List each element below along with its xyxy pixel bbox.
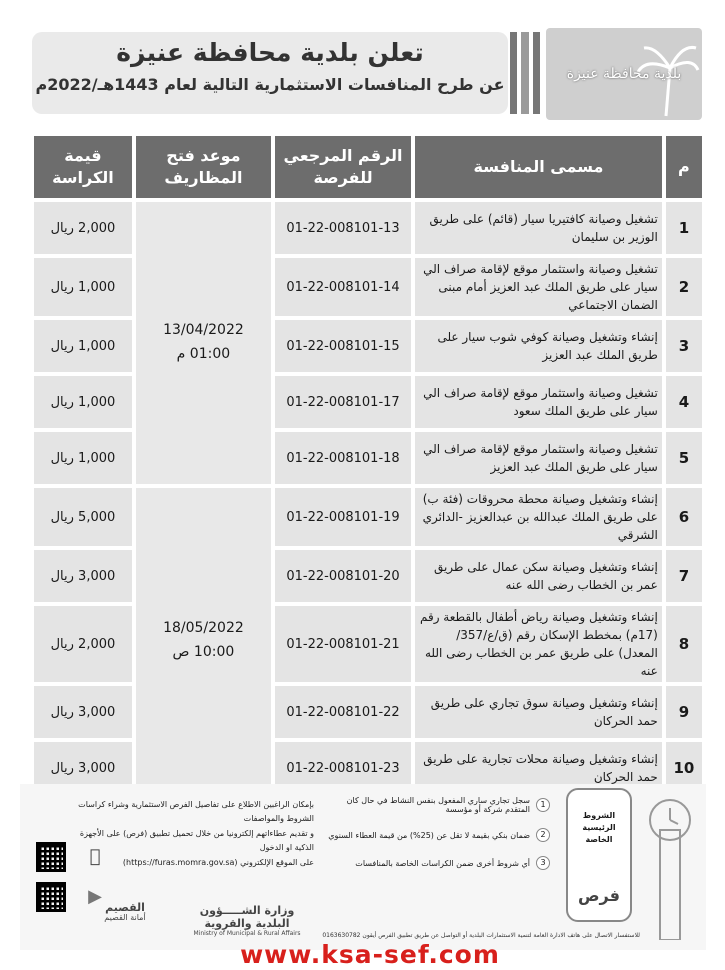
emblem-name: القصيم bbox=[105, 901, 145, 914]
google-play-icon[interactable]: ▶ bbox=[88, 886, 102, 907]
qassim-emblem bbox=[100, 902, 150, 923]
table-row bbox=[34, 686, 702, 738]
row-number: 10 bbox=[666, 742, 702, 794]
clock-tower-icon bbox=[642, 790, 698, 940]
row-number: 5 bbox=[666, 432, 702, 484]
reference-number: 01-22-008101-15 bbox=[275, 320, 411, 372]
apple-store-icon[interactable] bbox=[84, 846, 106, 868]
tender-name: إنشاء وتشغيل وصيانة سكن عمال على طريق عمر بن الخطاب رضى الله عنه bbox=[415, 550, 662, 602]
qr-code-ios[interactable] bbox=[36, 842, 66, 872]
header-price: قيمة الكراسة bbox=[34, 136, 132, 198]
reference-number: 01-22-008101-20 bbox=[275, 550, 411, 602]
header bbox=[20, 22, 706, 122]
table-row bbox=[34, 606, 702, 682]
row-number: 6 bbox=[666, 488, 702, 546]
row-number: 1 bbox=[666, 202, 702, 254]
info-line-1: بإمكان الراغبين الاطلاع على تفاصيل الفرص الاستثمارية وشراء كراسات الشروط والمواصفات bbox=[78, 800, 314, 824]
price: 3,000 ريال bbox=[34, 742, 132, 794]
ministry-logo bbox=[192, 904, 302, 938]
table-row bbox=[34, 488, 702, 546]
table-header-row bbox=[34, 136, 702, 198]
tender-name: تشغيل وصيانة واستثمار موقع لإقامة صراف الي سيار على طريق الملك عبد العزيز أمام مبنى الضمان الاجتماعي bbox=[415, 258, 662, 316]
row-number: 7 bbox=[666, 550, 702, 602]
reference-number: 01-22-008101-19 bbox=[275, 488, 411, 546]
table-row bbox=[34, 320, 702, 372]
qr-code-android[interactable] bbox=[36, 882, 66, 912]
price: 2,000 ريال bbox=[34, 202, 132, 254]
app-name: فرص bbox=[578, 886, 620, 905]
phone-illustration bbox=[566, 788, 632, 922]
row-number: 8 bbox=[666, 606, 702, 682]
price: 2,000 ريال bbox=[34, 606, 132, 682]
header-number: م bbox=[666, 136, 702, 198]
tender-name: إنشاء وتشغيل وصيانة رياض أطفال بالقطعة رقم (17م) بمخطط الإسكان رقم (ق/ع/357/المعدل) على طريق عمر بن الخطاب رضى الله عنه bbox=[415, 606, 662, 682]
phone-title: الشروط الرئيسية الخاصة bbox=[582, 811, 616, 844]
tender-name: إنشاء وتشغيل وصيانة سوق تجاري على طريق حمد الحركان bbox=[415, 686, 662, 738]
price: 3,000 ريال bbox=[34, 550, 132, 602]
tender-name: إنشاء وتشغيل وصيانة محلات تجارية على طريق حمد الحركان bbox=[415, 742, 662, 794]
step-badge-icon: 1 bbox=[536, 798, 550, 812]
requirement-text: ضمان بنكي بقيمة لا تقل عن (25%) من قيمة العطاء السنوي bbox=[328, 830, 530, 840]
tender-name: إنشاء وتشغيل وصيانة كوفي شوب سيار على طريق الملك عبد العزيز bbox=[415, 320, 662, 372]
watermark: www.ksa-sef.com bbox=[240, 940, 500, 969]
reference-number: 01-22-008101-21 bbox=[275, 606, 411, 682]
table-row bbox=[34, 258, 702, 316]
opening-date-group-1 bbox=[136, 202, 271, 484]
table-row bbox=[34, 376, 702, 428]
step-badge-icon: 3 bbox=[536, 856, 550, 870]
footer-panel bbox=[20, 784, 706, 950]
reference-number: 01-22-008101-13 bbox=[275, 202, 411, 254]
reference-number: 01-22-008101-18 bbox=[275, 432, 411, 484]
page-title: تعلن بلدية محافظة عنيزة bbox=[116, 38, 424, 67]
row-number: 9 bbox=[666, 686, 702, 738]
reference-number: 01-22-008101-23 bbox=[275, 742, 411, 794]
price: 1,000 ريال bbox=[34, 376, 132, 428]
opening-time: 10:00 ص bbox=[172, 644, 235, 660]
reference-number: 01-22-008101-14 bbox=[275, 258, 411, 316]
opening-date-group-2 bbox=[136, 488, 271, 794]
requirement-item bbox=[320, 828, 550, 842]
requirement-item bbox=[320, 796, 550, 814]
opening-date: 18/05/2022 bbox=[163, 620, 244, 637]
reference-number: 01-22-008101-22 bbox=[275, 686, 411, 738]
price: 3,000 ريال bbox=[34, 686, 132, 738]
header-tender-name: مسمى المنافسة bbox=[415, 136, 662, 198]
municipality-logo bbox=[546, 28, 702, 120]
info-line-3-text: على الموقع الإلكتروني bbox=[240, 857, 314, 867]
info-line-2: و تقديم عطاءاتهم إلكترونيا من خلال تحميل تطبيق (فرص) على الأجهزة الذكية او الدخول bbox=[79, 828, 314, 853]
opening-time: 01:00 م bbox=[176, 346, 231, 362]
price: 1,000 ريال bbox=[34, 258, 132, 316]
opening-date: 13/04/2022 bbox=[163, 322, 244, 339]
price: 5,000 ريال bbox=[34, 488, 132, 546]
requirements-list bbox=[320, 796, 550, 884]
emblem-sub: أمانة القصيم bbox=[104, 913, 146, 923]
title-box bbox=[32, 32, 508, 114]
row-number: 3 bbox=[666, 320, 702, 372]
reference-number: 01-22-008101-17 bbox=[275, 376, 411, 428]
ministry-name-en: Ministry of Municipal & Rural Affairs bbox=[193, 930, 301, 938]
table-row bbox=[34, 550, 702, 602]
price: 1,000 ريال bbox=[34, 320, 132, 372]
tender-name: تشغيل وصيانة واستثمار موقع لإقامة صراف الي سيار على طريق الملك سعود bbox=[415, 376, 662, 428]
tender-name: تشغيل وصيانة واستثمار موقع لإقامة صراف الي سيار على طريق الملك عبد العزيز bbox=[415, 432, 662, 484]
step-badge-icon: 2 bbox=[536, 828, 550, 842]
row-number: 4 bbox=[666, 376, 702, 428]
logo-bars bbox=[510, 32, 540, 114]
tenders-table bbox=[30, 132, 706, 798]
price: 1,000 ريال bbox=[34, 432, 132, 484]
ministry-name: وزارة الشـــــؤون البلدية والقروية bbox=[199, 904, 295, 931]
header-reference: الرقم المرجعي للفرصة bbox=[275, 136, 411, 198]
requirement-text: سجل تجاري ساري المفعول بنفس النشاط في حال كان المتقدم شركة أو مؤسسة bbox=[346, 796, 530, 814]
tender-name: تشغيل وصيانة كافتيريا سيار (قائم) على طريق الوزير بن سليمان bbox=[415, 202, 662, 254]
requirement-item bbox=[320, 856, 550, 870]
page-subtitle: عن طرح المنافسات الاستثمارية التالية لعام 1443هـ/2022م bbox=[35, 75, 505, 94]
table-row bbox=[34, 202, 702, 254]
logo-calligraphy: بلدية محافظة عنيزة bbox=[566, 66, 682, 82]
row-number: 2 bbox=[666, 258, 702, 316]
table-row bbox=[34, 432, 702, 484]
header-opening-date: موعد فتح المظاريف bbox=[136, 136, 271, 198]
contact-line: للاستفسار الاتصال على هاتف الادارة العامة لتنمية الاستثمارات البلدية أو التواصل عن طريق تطبيق الفرص أيقون 0163630782 bbox=[322, 932, 640, 939]
website-link[interactable]: (https://furas.momra.gov.sa) bbox=[122, 857, 238, 867]
tender-name: إنشاء وتشغيل وصيانة محطة محروقات (فئة ب) على طريق الملك عبدالله بن عبدالعزيز -الدائري الشرقي bbox=[415, 488, 662, 546]
requirement-text: أي شروط أخرى ضمن الكراسات الخاصة بالمنافسات bbox=[355, 858, 530, 868]
